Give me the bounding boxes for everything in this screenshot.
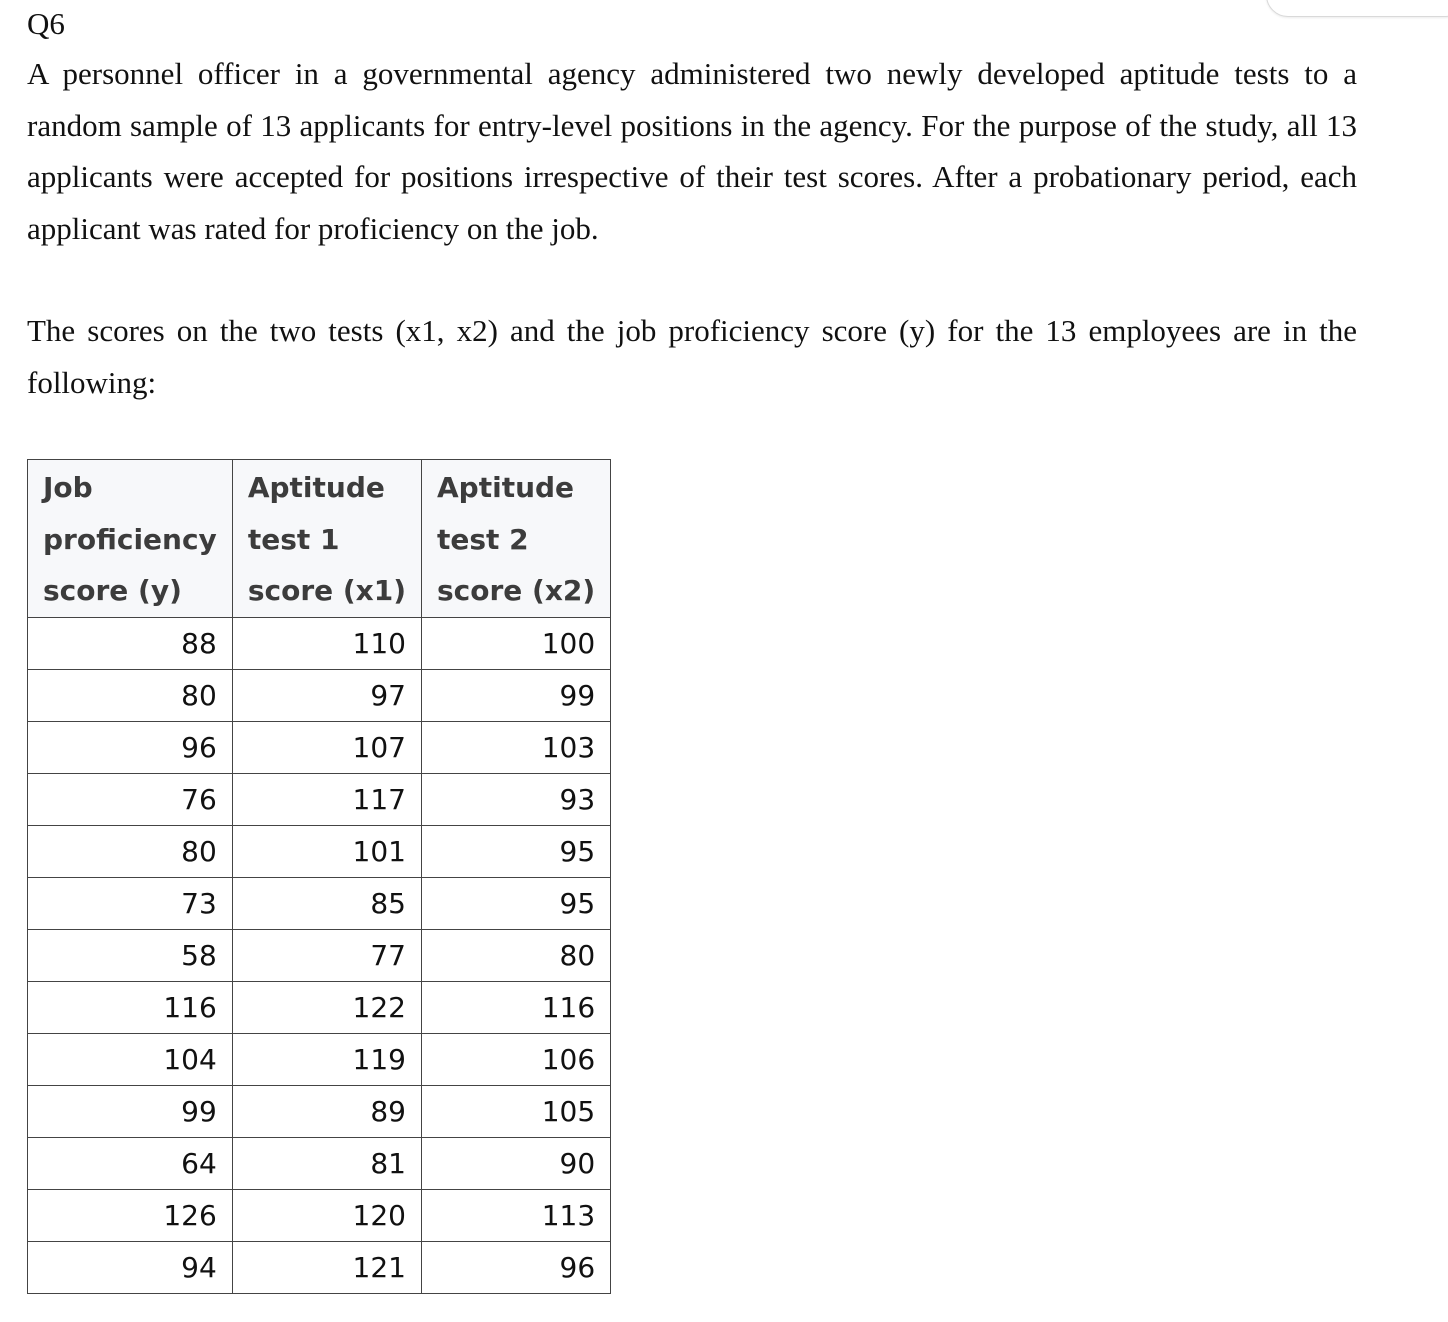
cell-x1: 110 <box>232 617 421 669</box>
table-row <box>28 929 611 981</box>
cell-x2: 93 <box>422 773 611 825</box>
header-job-proficiency <box>28 460 233 618</box>
table-row <box>28 1033 611 1085</box>
cell-x1: 120 <box>232 1189 421 1241</box>
cell-y: 104 <box>28 1033 233 1085</box>
cell-x2: 90 <box>422 1137 611 1189</box>
cell-x2: 95 <box>422 825 611 877</box>
cell-y: 116 <box>28 981 233 1033</box>
table-row <box>28 721 611 773</box>
cell-y: 126 <box>28 1189 233 1241</box>
cell-x1: 101 <box>232 825 421 877</box>
table-row <box>28 669 611 721</box>
cell-y: 96 <box>28 721 233 773</box>
cell-x2: 99 <box>422 669 611 721</box>
cell-y: 99 <box>28 1085 233 1137</box>
question-intro-paragraph: A personnel officer in a governmental agency administered two newly developed aptitude tests to a random sample of 13 applicants for entry-level positions in the agency. For the purpose of the study, all 13 applicants were accepted for positions irrespective of their test scores. After a probationary period, each applicant was rated for proficiency on the job. <box>27 56 1357 246</box>
cell-y: 94 <box>28 1241 233 1293</box>
cell-x2: 100 <box>422 617 611 669</box>
header-line: score (y) <box>43 574 182 607</box>
cell-y: 76 <box>28 773 233 825</box>
table-row <box>28 825 611 877</box>
cell-y: 80 <box>28 669 233 721</box>
cell-y: 64 <box>28 1137 233 1189</box>
header-line: Job <box>43 471 93 504</box>
cell-x1: 107 <box>232 721 421 773</box>
cell-x2: 80 <box>422 929 611 981</box>
scores-table <box>27 459 611 1294</box>
header-row <box>28 460 611 618</box>
cell-y: 73 <box>28 877 233 929</box>
header-line: score (x1) <box>247 574 406 607</box>
question-number: Q6 <box>27 6 65 41</box>
cell-x2: 105 <box>422 1085 611 1137</box>
cell-x1: 117 <box>232 773 421 825</box>
header-line: Aptitude <box>247 471 385 504</box>
table-row <box>28 617 611 669</box>
cell-x1: 121 <box>232 1241 421 1293</box>
cell-x2: 95 <box>422 877 611 929</box>
scores-table-body <box>28 617 611 1293</box>
cell-x2: 96 <box>422 1241 611 1293</box>
header-line: Aptitude <box>437 471 575 504</box>
cell-y: 88 <box>28 617 233 669</box>
cell-x2: 116 <box>422 981 611 1033</box>
cell-x2: 113 <box>422 1189 611 1241</box>
cell-x1: 119 <box>232 1033 421 1085</box>
cell-x1: 89 <box>232 1085 421 1137</box>
header-line: score (x2) <box>437 574 596 607</box>
data-description-paragraph: The scores on the two tests (x1, x2) and the job proficiency score (y) for the 13 employees are in the following: <box>27 313 1357 400</box>
table-row <box>28 981 611 1033</box>
table-row <box>28 1189 611 1241</box>
cell-y: 80 <box>28 825 233 877</box>
table-row <box>28 1137 611 1189</box>
header-line: test 2 <box>437 522 529 556</box>
table-row <box>28 773 611 825</box>
corner-tab <box>1266 0 1448 17</box>
table-row <box>28 877 611 929</box>
cell-x1: 85 <box>232 877 421 929</box>
cell-x1: 97 <box>232 669 421 721</box>
header-line: proficiency <box>43 522 217 556</box>
cell-x1: 77 <box>232 929 421 981</box>
cell-x1: 122 <box>232 981 421 1033</box>
cell-y: 58 <box>28 929 233 981</box>
cell-x1: 81 <box>232 1137 421 1189</box>
cell-x2: 103 <box>422 721 611 773</box>
scores-table-header <box>28 460 611 618</box>
header-aptitude-test-1 <box>232 460 421 618</box>
header-aptitude-test-2 <box>422 460 611 618</box>
table-row <box>28 1085 611 1137</box>
header-line: test 1 <box>247 522 340 556</box>
cell-x2: 106 <box>422 1033 611 1085</box>
table-row <box>28 1241 611 1293</box>
